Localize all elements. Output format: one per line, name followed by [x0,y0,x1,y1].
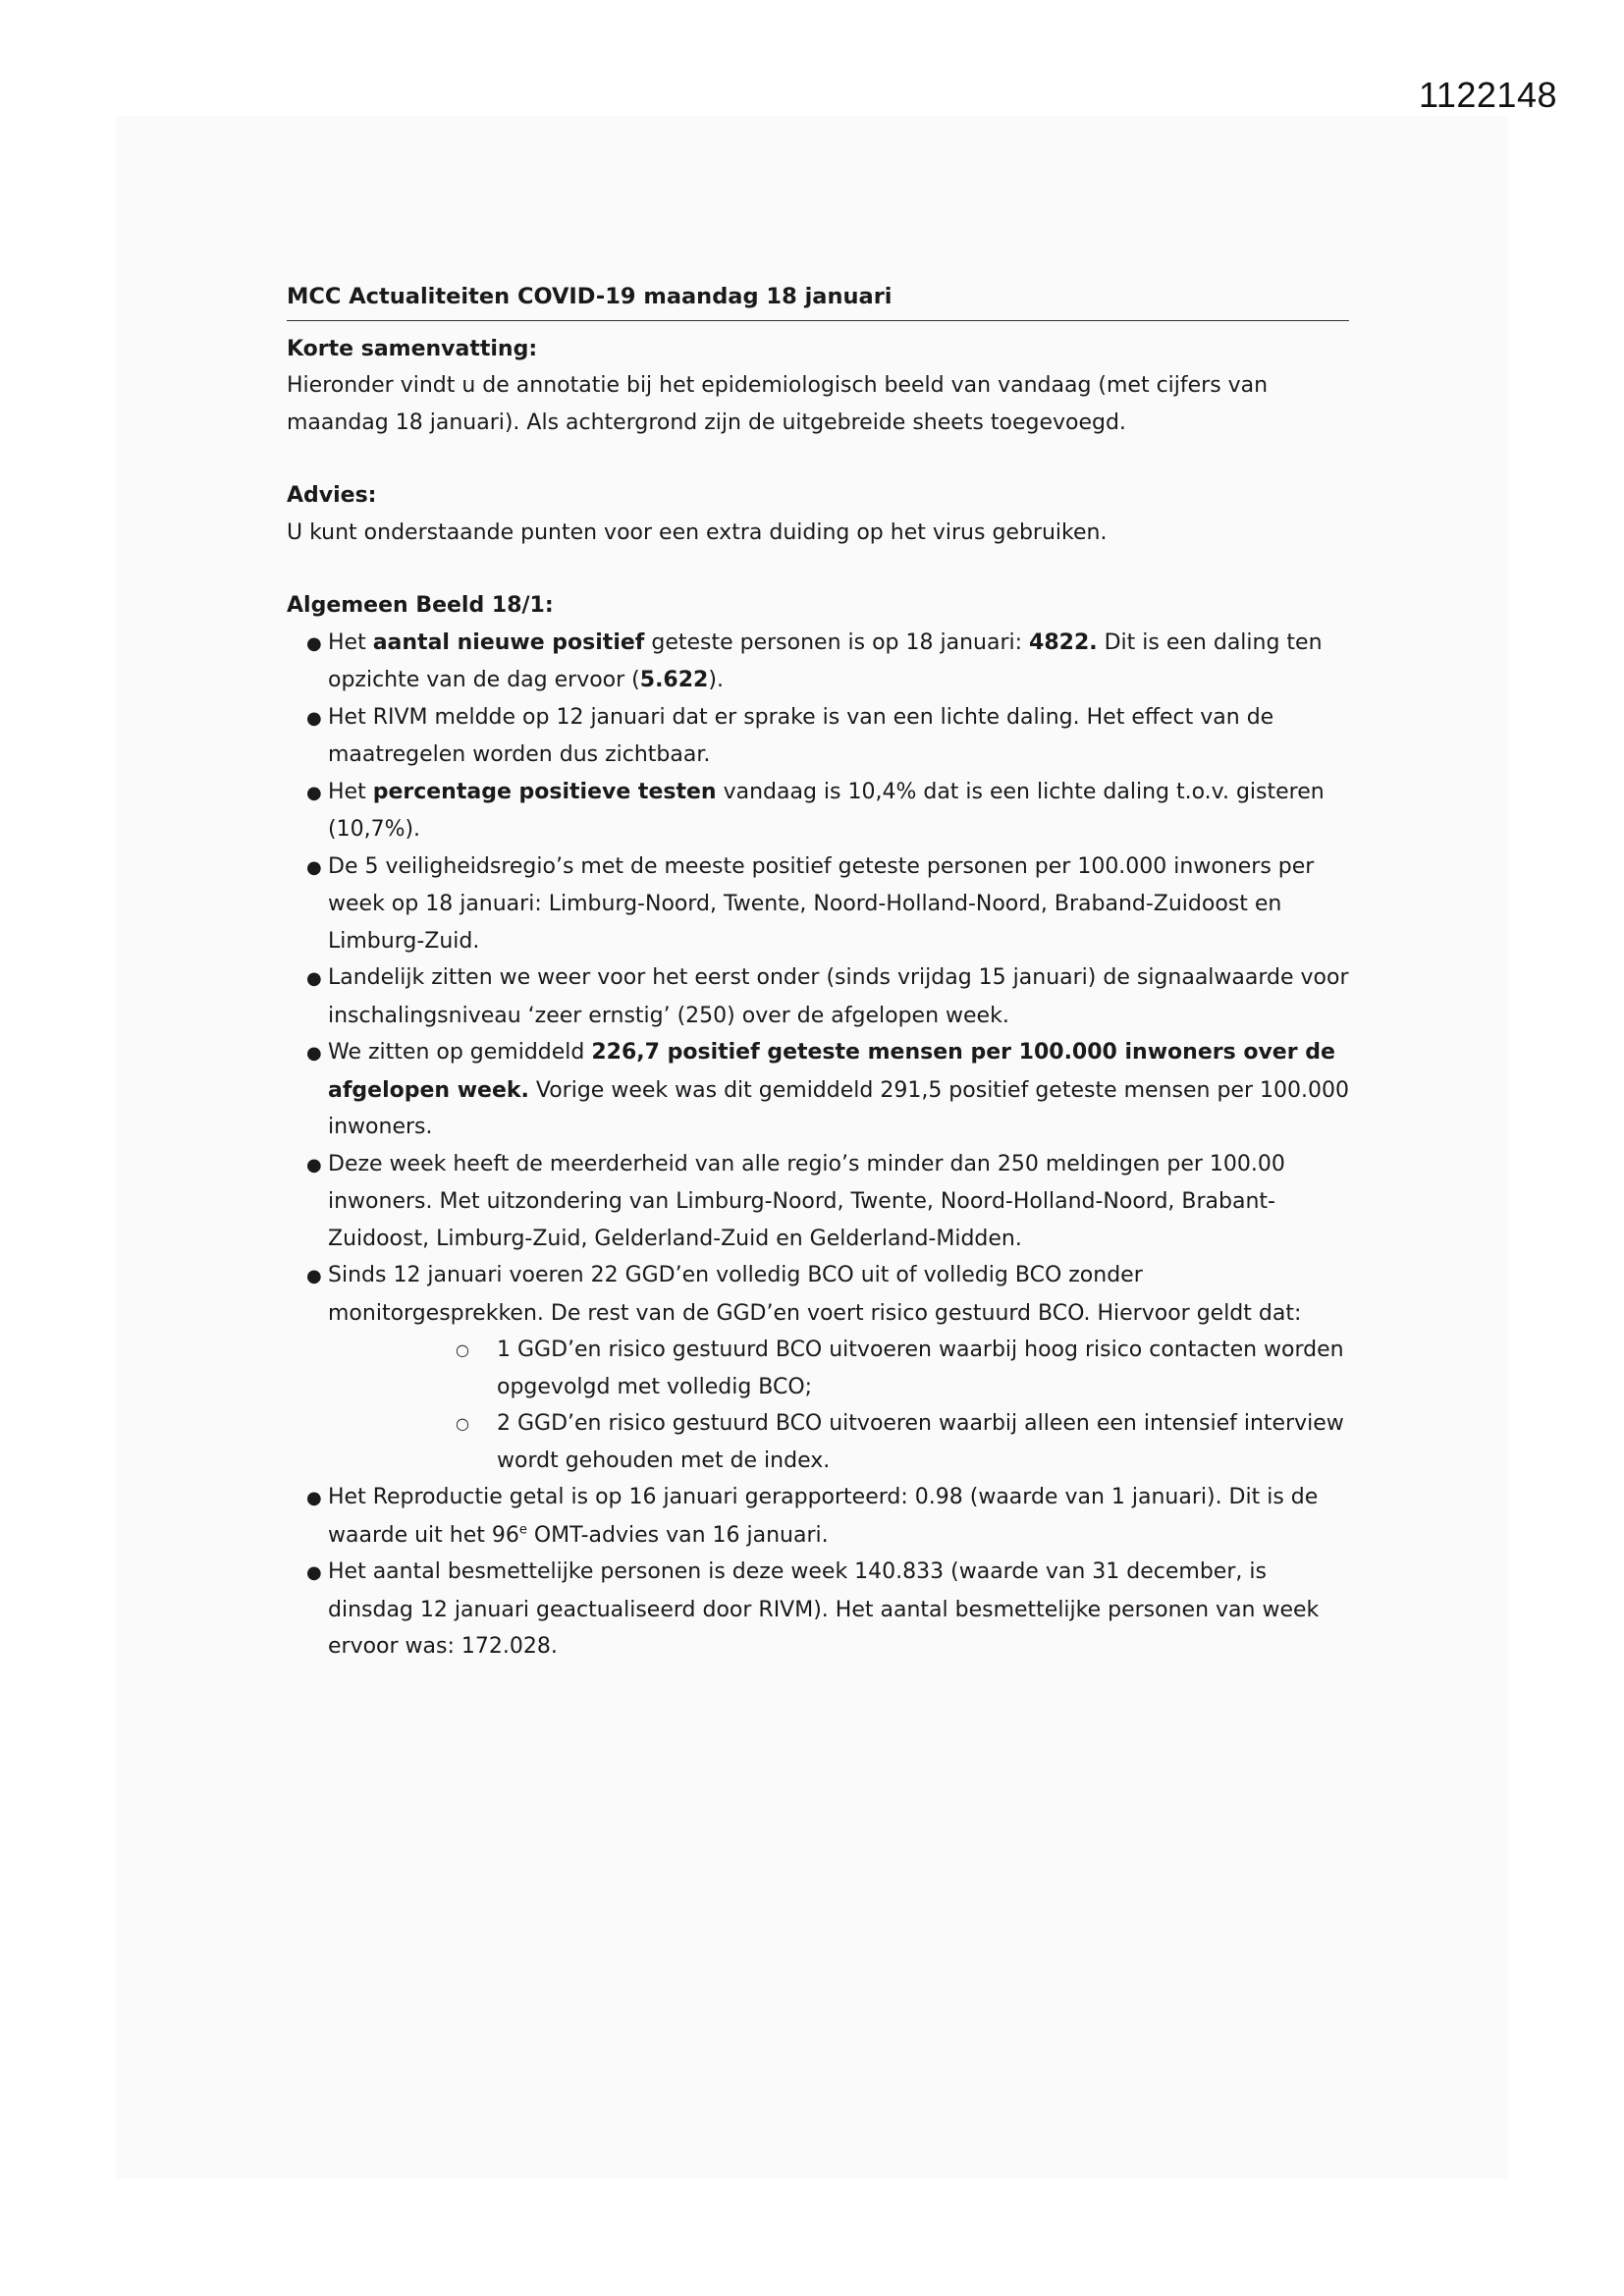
bullet-icon: ● [306,1043,322,1064]
list-item: ● Sinds 12 januari voeren 22 GGD’en volledig BCO uit of volledig BCO zonder monitorgesprekken. De rest van de GGD’en voert risico gestuurd BCO. Hiervoor geldt dat: ○ 1 GGD’en risico gestuurd BCO uitvoeren waarbij hoog risico contacten worden opgevolgd met volledig BCO; ○ 2 GGD’en risico gestuurd BCO uitvoeren waarbij alleen een intensief interview wordt gehouden met de index. [287,1257,1349,1479]
list-item: ● We zitten op gemiddeld 226,7 positief geteste mensen per 100.000 inwoners over de afgelopen week. Vorige week was dit gemiddeld 291,5 positief geteste mensen per 100.000 inwoners. [287,1034,1349,1146]
bullet-icon: ● [306,1266,322,1286]
list-item: ● Het Reproductie getal is op 16 januari gerapporteerd: 0.98 (waarde van 1 januari). Dit is de waarde uit het 96e OMT-advies van 16 januari. [287,1479,1349,1554]
list-item: ● Het RIVM meldde op 12 januari dat er sprake is van een lichte daling. Het effect van de maatregelen worden dus zichtbaar. [287,699,1349,774]
advice-heading: Advies: [287,483,377,508]
bullet-icon: ● [306,782,322,803]
bullet-icon: ● [306,856,322,878]
summary-text: Hieronder vindt u de annotatie bij het epidemiologisch beeld van vandaag (met cijfers van maandag 18 januari). Als achtergrond zijn de uitgebreide sheets toegevoegd. [287,373,1269,435]
circle-bullet-icon: ○ [456,1414,469,1433]
bullet-icon: ● [306,707,322,729]
document-body [287,279,1349,1666]
summary-heading: Korte samenvatting: [287,336,538,361]
sub-list [328,1332,1349,1479]
advice-text: U kunt onderstaande punten voor een extra duiding op het virus gebruiken. [287,519,1108,545]
spacer [287,441,1349,477]
document-number: 1122148 [1419,75,1557,115]
list-item: ● Deze week heeft de meerderheid van alle regio’s minder dan 250 meldingen per 100.00 inwoners. Met uitzondering van Limburg-Noord, Twente, Noord-Holland-Noord, Brabant-Zuidoost, Limburg-Zuid, Gelderland-Zuid en Gelderland-Midden. [287,1146,1349,1258]
list-item: ● Het aantal besmettelijke personen is deze week 140.833 (waarde van 31 december, is dinsdag 12 januari geactualiseerd door RIVM). Het aantal besmettelijke personen van week ervoor was: 172.028. [287,1554,1349,1666]
bullet-icon: ● [306,1488,322,1508]
sub-list-item: ○ 1 GGD’en risico gestuurd BCO uitvoeren waarbij hoog risico contacten worden opgevolgd met volledig BCO; [328,1332,1349,1405]
bullet-icon: ● [306,968,322,989]
document-title: MCC Actualiteiten COVID-19 maandag 18 januari [287,279,1349,321]
spacer [287,551,1349,587]
bullet-icon: ● [306,632,322,654]
bullet-icon: ● [306,1154,322,1175]
list-item: ● Landelijk zitten we weer voor het eerst onder (sinds vrijdag 15 januari) de signaalwaarde voor inschalingsniveau ‘zeer ernstig’ (250) over de afgelopen week. [287,959,1349,1034]
list-item: ● Het aantal nieuwe positief geteste personen is op 18 januari: 4822. Dit is een daling ten opzichte van de dag ervoor (5.622). [287,625,1349,699]
list-item: ● Het percentage positieve testen vandaag is 10,4% dat is een lichte daling t.o.v. gisteren (10,7%). [287,774,1349,848]
circle-bullet-icon: ○ [456,1340,469,1359]
sub-list-item: ○ 2 GGD’en risico gestuurd BCO uitvoeren waarbij alleen een intensief interview wordt gehouden met de index. [328,1405,1349,1479]
list-item: ● De 5 veiligheidsregio’s met de meeste positief geteste personen per 100.000 inwoners per week op 18 januari: Limburg-Noord, Twente, Noord-Holland-Noord, Braband-Zuidoost en Limburg-Zuid. [287,848,1349,960]
bullet-icon: ● [306,1562,322,1583]
overview-list [287,625,1349,1666]
overview-heading: Algemeen Beeld 18/1: [287,593,554,618]
